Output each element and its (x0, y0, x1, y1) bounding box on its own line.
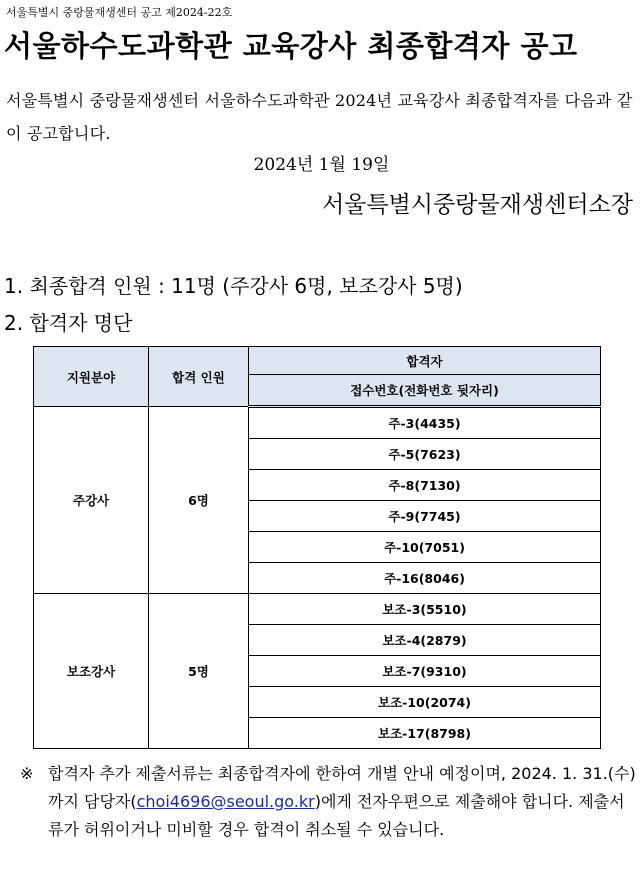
header-passers: 합격자 (249, 347, 601, 375)
note-text-before: 합격자 추가 제출서류는 최종합격자에 한하여 개별 안내 예정이며, 2024. 1. 31.(수)까지 담당자( (48, 764, 636, 811)
receipt-cell: 보조-3(5510) (249, 594, 601, 625)
receipt-cell: 주-10(7051) (249, 532, 601, 563)
passer-table (33, 346, 601, 749)
receipt-cell: 보조-17(8798) (249, 718, 601, 749)
receipt-cell: 주-9(7745) (249, 501, 601, 532)
count-cell: 6명 (149, 407, 249, 594)
receipt-cell: 보조-10(2074) (249, 687, 601, 718)
contact-email-link[interactable]: choi4696@seoul.go.kr (136, 792, 315, 811)
header-receipt-number: 접수번호(전화번호 뒷자리) (249, 375, 601, 407)
document-number: 서울특별시 중랑물재생센터 공고 제2024-22호 (6, 6, 233, 19)
count-cell: 5명 (149, 594, 249, 749)
receipt-cell: 주-5(7623) (249, 439, 601, 470)
page-title: 서울하수도과학관 교육강사 최종합격자 공고 (4, 29, 578, 63)
receipt-cell: 주-8(7130) (249, 470, 601, 501)
announcement-date: 2024년 1월 19일 (253, 155, 390, 175)
receipt-cell: 주-16(8046) (249, 563, 601, 594)
header-field: 지원분야 (34, 347, 149, 407)
header-count: 합격 인원 (149, 347, 249, 407)
receipt-cell: 주-3(4435) (249, 407, 601, 439)
table-row (34, 407, 601, 439)
submission-note (20, 760, 640, 844)
reference-mark-icon: ※ (20, 764, 34, 783)
field-cell: 보조강사 (34, 594, 149, 749)
receipt-cell: 보조-4(2879) (249, 625, 601, 656)
section-final-count: 1. 최종합격 인원 : 11명 (주강사 6명, 보조강사 5명) (4, 274, 463, 298)
issuer-name: 서울특별시중랑물재생센터소장 (321, 192, 633, 218)
intro-paragraph: 서울특별시 중랑물재생센터 서울하수도과학관 2024년 교육강사 최종합격자를 다음과 같이 공고합니다. (6, 91, 633, 143)
section-passer-list: 2. 합격자 명단 (4, 311, 133, 335)
table-row (34, 594, 601, 625)
note-text-after: )에게 전자우편으로 제출해야 합니다. 제출서류가 허위이거나 미비할 경우 합격이 취소될 수 있습니다. (48, 792, 625, 839)
receipt-cell: 보조-7(9310) (249, 656, 601, 687)
field-cell: 주강사 (34, 407, 149, 594)
